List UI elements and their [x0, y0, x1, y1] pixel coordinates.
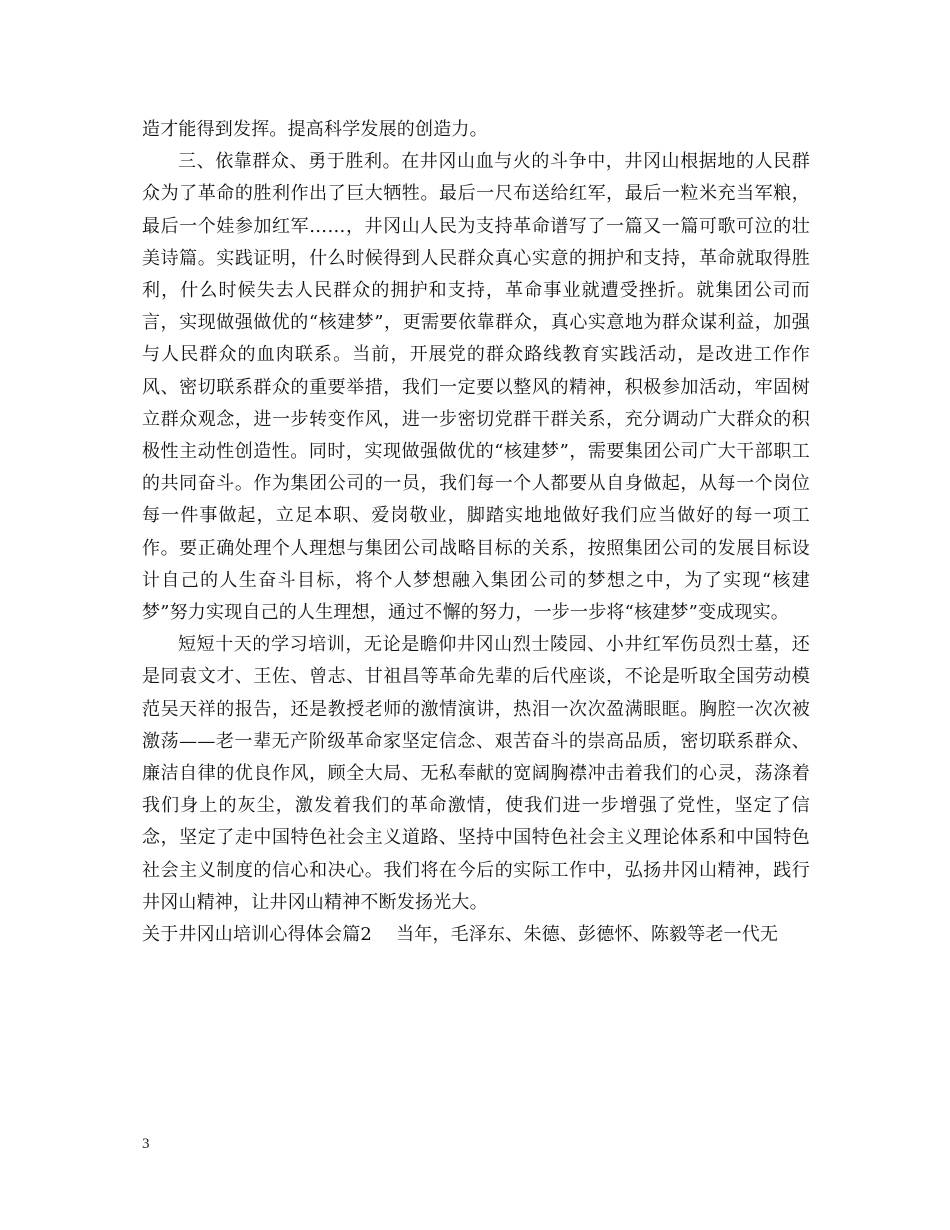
paragraph-continuation: 造才能得到发挥。提高科学发展的创造力。	[142, 119, 488, 140]
section-heading: 关于井冈山培训心得体会篇2	[142, 924, 373, 946]
paragraph-rely-on-masses: 三、依靠群众、勇于胜利。在井冈山血与火的斗争中，井冈山根据地的人民群众为了革命的胜利作出了巨大牺牲。最后一尺布送给红军，最后一粒米充当军粮，最后一个娃参加红军……，井冈山人民为支持革命谱写了一篇又一篇可歌可泣的壮美诗篇。实践证明，什么时候得到人民群众真心实意的拥护和支持，革命就取得胜利，什么时候失去人民群众的拥护和支持，革命事业就遭受挫折。就集团公司而言，实现做强做优的“核建梦”，更需要依靠群众，真心实意地为群众谋利益，加强与人民群众的血肉联系。当前，开展党的群众路线教育实践活动，是改进工作作风、密切联系群众的重要举措，我们一定要以整风的精神，积极参加活动，牢固树立群众观念，进一步转变作风，进一步密切党群干群关系，充分调动广大群众的积极性主动性创造性。同时，实现做强做优的“核建梦”，需要集团公司广大干部职工的共同奋斗。作为集团公司的一员，我们每一个人都要从自身做起，从每一个岗位每一件事做起，立足本职、爱岗敬业，脚踏实地地做好我们应当做好的每一项工作。要正确处理个人理想与集团公司战略目标的关系，按照集团公司的发展目标设计自己的人生奋斗目标，将个人梦想融入集团公司的梦想之中，为了实现“核建梦”努力实现自己的人生理想，通过不懈的努力，一步一步将“核建梦”变成现实。	[142, 151, 810, 624]
section-heading-line	[142, 919, 810, 951]
document-body	[142, 114, 810, 951]
page-number: 3	[142, 1136, 150, 1152]
section-start-text: 当年，毛泽东、朱德、彭德怀、陈毅等老一代无	[396, 924, 779, 946]
paragraph-training-reflection: 短短十天的学习培训，无论是瞻仰井冈山烈士陵园、小井红军伤员烈士墓，还是同袁文才、王佐、曾志、甘祖昌等革命先辈的后代座谈，不论是听取全国劳动模范吴天祥的报告，还是教授老师的激情演讲，热泪一次次盈满眼眶。胸腔一次次被激荡——老一辈无产阶级革命家坚定信念、艰苦奋斗的崇高品质，密切联系群众、廉洁自律的优良作风，顾全大局、无私奉献的宽阔胸襟冲击着我们的心灵，荡涤着我们身上的灰尘，激发着我们的革命激情，使我们进一步增强了党性，坚定了信念，坚定了走中国特色社会主义道路、坚持中国特色社会主义理论体系和中国特色社会主义制度的信心和决心。我们将在今后的实际工作中，弘扬井冈山精神，践行井冈山精神，让井冈山精神不断发扬光大。	[142, 634, 810, 913]
